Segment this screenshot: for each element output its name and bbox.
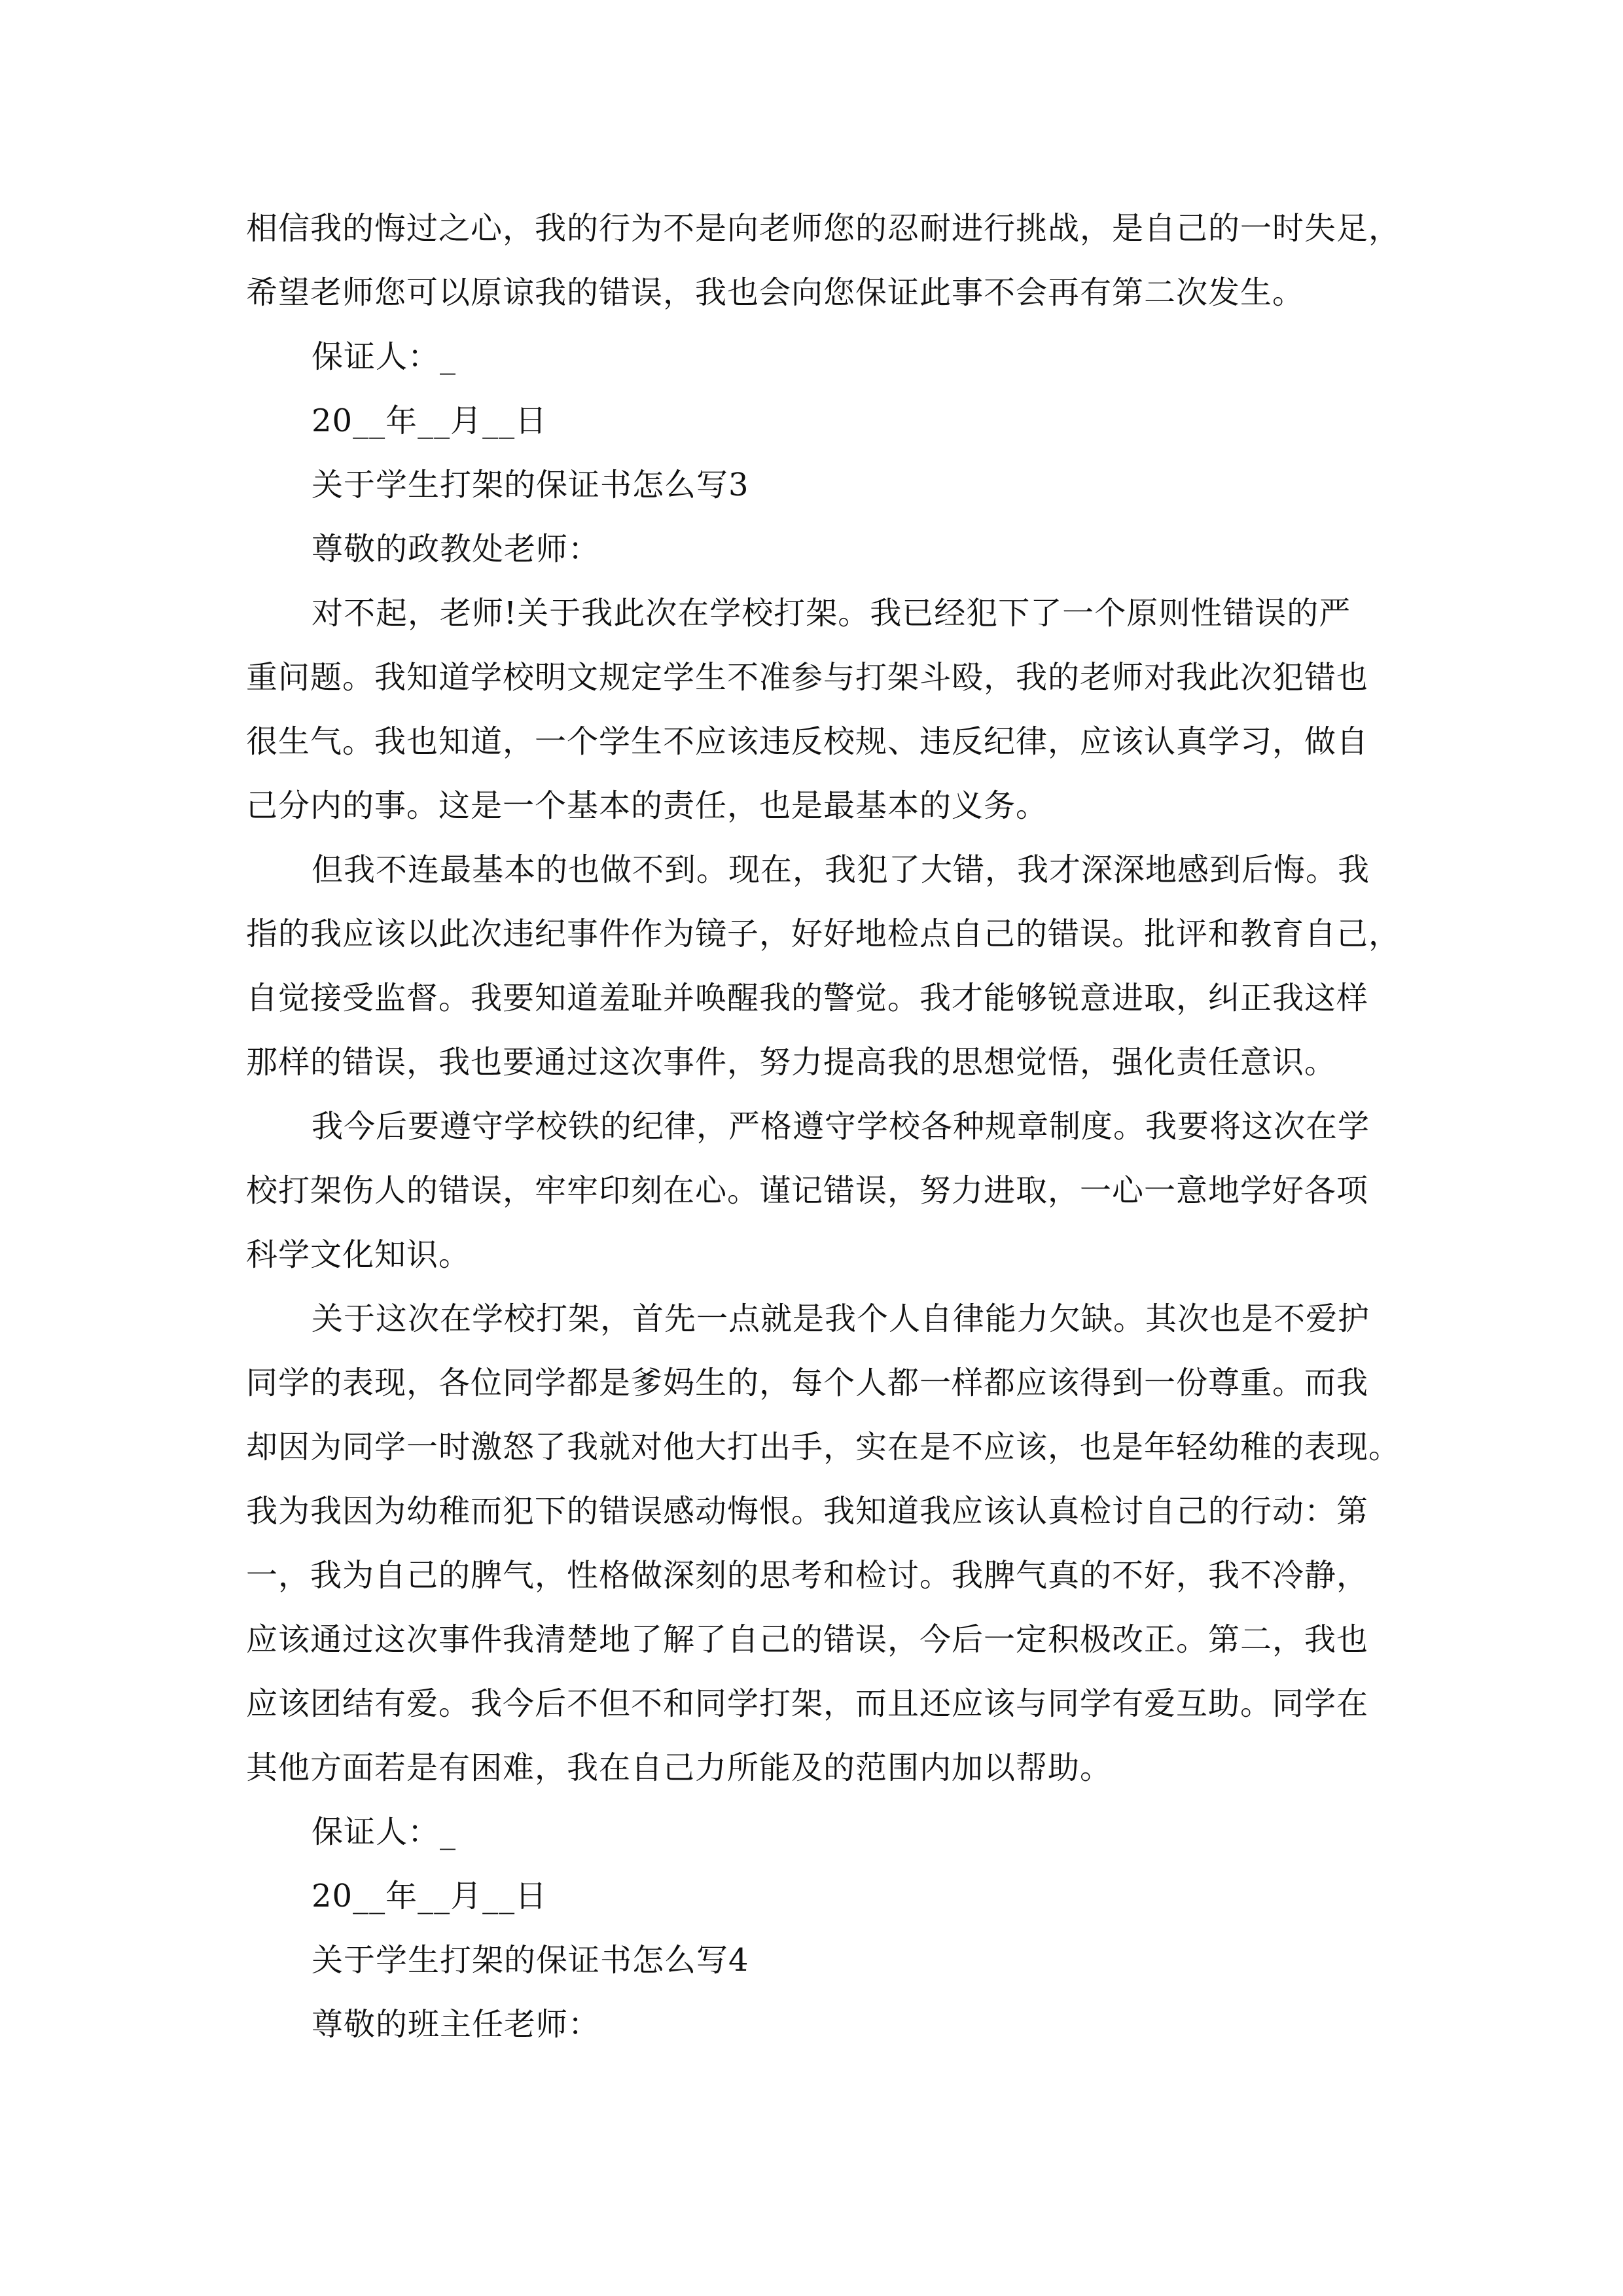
paragraph-line: 自觉接受监督。我要知道羞耻并唤醒我的警觉。我才能够锐意进取，纠正我这样 [246,980,1369,1016]
paragraph-line: 却因为同学一时激怒了我就对他大打出手，实在是不应该，也是年轻幼稚的表现。 [246,1429,1401,1465]
paragraph-line: 我今后要遵守学校铁的纪律，严格遵守学校各种规章制度。我要将这次在学 [312,1108,1370,1145]
paragraph-line: 但我不连最基本的也做不到。现在，我犯了大错，我才深深地感到后悔。我 [312,852,1370,888]
document-body [246,196,1401,2056]
signature-label: 保证人：_ [312,1814,457,1850]
signature-label: 保证人：_ [312,338,457,375]
section-heading: 关于学生打架的保证书怎么写3 [312,467,749,503]
paragraph-line: 很生气。我也知道，一个学生不应该违反校规、违反纪律，应该认真学习，做自 [246,723,1369,760]
section-heading: 关于学生打架的保证书怎么写4 [312,1942,749,1979]
date-line: 20__年__月__日 [312,1878,548,1914]
paragraph-line: 对不起，老师!关于我此次在学校打架。我已经犯下了一个原则性错误的严 [312,595,1351,632]
paragraph-line: 相信我的悔过之心，我的行为不是向老师您的忍耐进行挑战，是自己的一时失足， [246,210,1401,247]
paragraph-line: 己分内的事。这是一个基本的责任，也是最基本的义务。 [246,787,1048,824]
paragraph-line: 校打架伤人的错误，牢牢印刻在心。谨记错误，努力进取，一心一意地学好各项 [246,1172,1369,1209]
paragraph-line: 希望老师您可以原谅我的错误，我也会向您保证此事不会再有第二次发生。 [246,274,1305,311]
paragraph-line: 那样的错误，我也要通过这次事件，努力提高我的思想觉悟，强化责任意识。 [246,1044,1337,1081]
paragraph-line: 重问题。我知道学校明文规定学生不准参与打架斗殴，我的老师对我此次犯错也 [246,659,1369,696]
salutation: 尊敬的政教处老师： [312,531,601,567]
paragraph-line: 关于这次在学校打架，首先一点就是我个人自律能力欠缺。其次也是不爱护 [312,1300,1370,1337]
salutation: 尊敬的班主任老师： [312,2006,601,2043]
date-line: 20__年__月__日 [312,403,548,439]
paragraph-line: 同学的表现，各位同学都是爹妈生的，每个人都一样都应该得到一份尊重。而我 [246,1365,1369,1401]
paragraph-line: 应该通过这次事件我清楚地了解了自己的错误，今后一定积极改正。第二，我也 [246,1621,1369,1658]
paragraph-line: 其他方面若是有困难，我在自己力所能及的范围内加以帮助。 [246,1749,1113,1786]
paragraph-line: 我为我因为幼稚而犯下的错误感动悔恨。我知道我应该认真检讨自己的行动：第 [246,1493,1369,1530]
paragraph-line: 指的我应该以此次违纪事件作为镜子，好好地检点自己的错误。批评和教育自己， [246,916,1401,952]
paragraph-line: 应该团结有爱。我今后不但不和同学打架，而且还应该与同学有爱互助。同学在 [246,1685,1369,1722]
paragraph-line: 一，我为自己的脾气，性格做深刻的思考和检讨。我脾气真的不好，我不冷静， [246,1557,1369,1594]
paragraph-line: 科学文化知识。 [246,1236,471,1273]
